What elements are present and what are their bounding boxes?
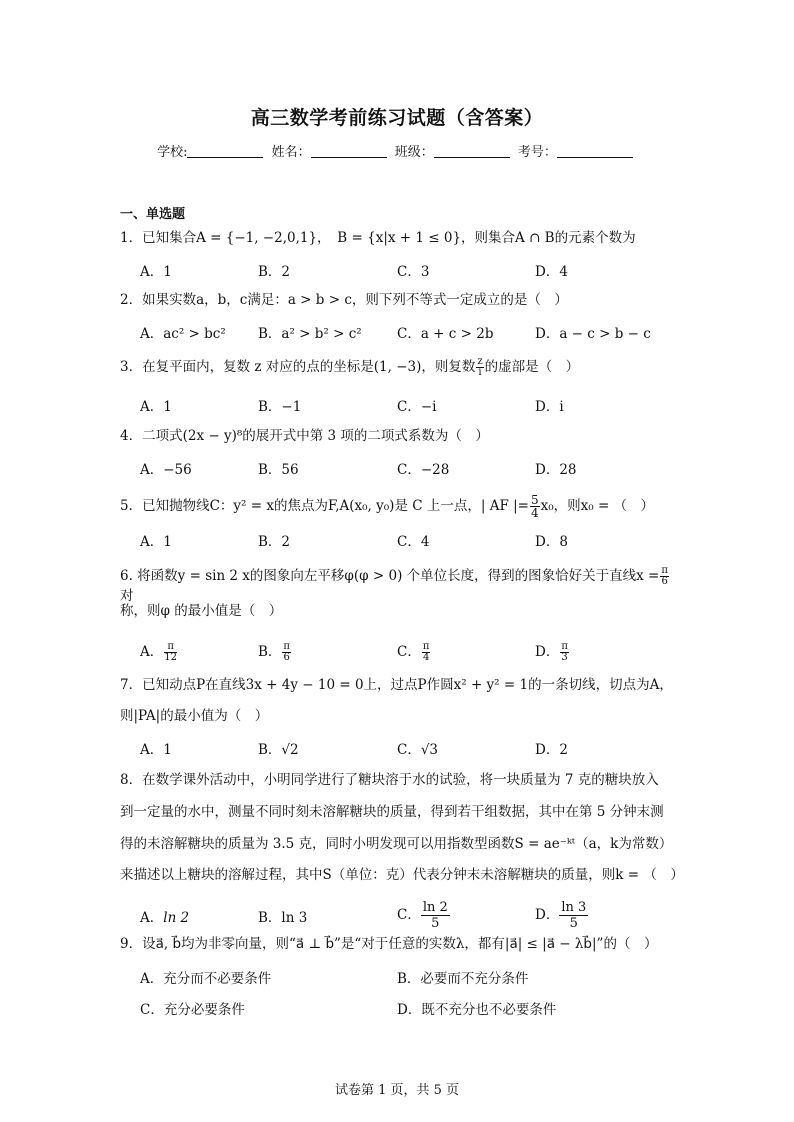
option-c[interactable]: C． $\frac{\ln 2}{5}$	[397, 900, 448, 931]
option-b[interactable]: B．a² > b² > c²	[258, 326, 362, 342]
question-8-line-4: 来描述以上糖块的溶解过程，其中S（单位：克）代表分钟末未溶解糖块的质量，则k = （ ）	[120, 867, 684, 883]
question-7-line-2: 则|PA|的最小值为（ ）	[120, 708, 269, 724]
option-b[interactable]: B．56	[258, 462, 299, 478]
option-b[interactable]: B． $\frac{\pi}{6}$	[258, 641, 290, 663]
option-a[interactable]: A．−56	[140, 462, 192, 478]
option-b[interactable]: B．ln 3	[258, 910, 308, 926]
option-d[interactable]: D．4	[535, 264, 568, 280]
question-2-options	[140, 322, 700, 340]
option-c[interactable]: C．充分必要条件	[140, 1002, 245, 1018]
option-d[interactable]: D． $\frac{\pi}{3}$	[535, 641, 568, 663]
option-b[interactable]: B．√2	[258, 742, 299, 758]
question-7-options	[140, 738, 700, 756]
option-a[interactable]: A．1	[140, 534, 172, 550]
option-a[interactable]: A．ac² > bc²	[140, 326, 226, 342]
name-label: 姓名：	[271, 145, 311, 160]
question-8-line-3: 得的未溶解糖块的质量为 3.5 克，同时小明发现可以用指数型函数S = ae⁻ᵏᵗ（a，k为常数）	[120, 836, 673, 852]
class-label: 班级：	[394, 145, 434, 160]
fraction-5-over-4: $\frac{5}{4}$	[530, 493, 539, 520]
question-9-options-row-1	[140, 967, 700, 985]
option-b[interactable]: B．−1	[258, 399, 302, 415]
page-title: 高三数学考前练习试题（含答案）	[250, 107, 544, 129]
fraction-z-over-i: $\frac{z}{i}$	[477, 356, 483, 378]
option-a[interactable]: A．充分而不必要条件	[140, 971, 272, 987]
option-c[interactable]: C．4	[397, 534, 430, 550]
question-8-line-1: 8．在数学课外活动中，小明同学进行了糖块溶于水的试验，将一块质量为 7 克的糖块放入	[120, 772, 659, 788]
option-a[interactable]: A．1	[140, 399, 172, 415]
question-3-options	[140, 395, 700, 413]
option-d[interactable]: D．i	[535, 399, 564, 415]
option-d[interactable]: D．既不充分也不必要条件	[397, 1002, 557, 1018]
option-c[interactable]: C．a + c > 2b	[397, 326, 494, 342]
option-a[interactable]: A．1	[140, 264, 172, 280]
question-2: 2．如果实数a，b，c满足：a > b > c，则下列不等式一定成立的是（ ）	[120, 292, 568, 308]
option-a[interactable]: A． $\frac{\pi}{12}$	[140, 641, 177, 663]
question-6-line-2: 称，则φ 的最小值是（ ）	[120, 603, 283, 619]
fraction-pi-over-6: $\frac{\pi}{6}$	[661, 565, 668, 587]
question-1: 1．已知集合A = {−1, −2,0,1}， B = {x|x + 1 ≤ 0}，则集合A ∩ B的元素个数为	[120, 230, 636, 246]
option-d[interactable]: D．8	[535, 534, 568, 550]
exam-number-label: 考号：	[517, 145, 557, 160]
question-9: 9．设a⃗, b⃗均为非零向量，则“a⃗ ⊥ b⃗”是“对于任意的实数λ，都有|a⃗| ≤ |a⃗ − λb⃗|”的（ ）	[120, 936, 658, 952]
option-d[interactable]: D． $\frac{\ln 3}{5}$	[535, 900, 587, 931]
option-b[interactable]: B．2	[258, 264, 291, 280]
option-b[interactable]: B．必要而不充分条件	[397, 971, 529, 987]
question-5: 5．已知抛物线C：y² = x的焦点为F,A(x₀, y₀)是 C 上一点，| AF |= $\frac{5}{4}$ x₀，则x₀ = （ ）	[120, 493, 655, 520]
option-c[interactable]: C．−i	[397, 399, 437, 415]
option-a[interactable]: A．ln 2	[140, 910, 190, 926]
option-c[interactable]: C．3	[397, 264, 430, 280]
exam-number-blank[interactable]	[557, 145, 633, 158]
question-4-options	[140, 458, 700, 476]
option-a[interactable]: A．1	[140, 742, 172, 758]
option-c[interactable]: C．√3	[397, 742, 439, 758]
option-d[interactable]: D．2	[535, 742, 568, 758]
question-1-options	[140, 260, 700, 278]
question-4: 4．二项式(2x − y)⁸的展开式中第 3 项的二项式系数为（ ）	[120, 428, 489, 444]
question-6-line-1: 6. 将函数y = sin 2 x的图象向左平移φ(φ > 0) 个单位长度，得到的图象恰好关于直线x = $\frac{\pi}{6}$ 对	[120, 565, 668, 604]
student-info-line	[0, 141, 794, 160]
section-title: 一、单选题	[120, 207, 186, 222]
option-c[interactable]: C． $\frac{\pi}{4}$	[397, 641, 430, 663]
option-b[interactable]: B．2	[258, 534, 291, 550]
page-footer: 试卷第 1 页，共 5 页	[334, 1083, 460, 1098]
option-d[interactable]: D．a − c > b − c	[535, 326, 651, 342]
option-c[interactable]: C．−28	[397, 462, 450, 478]
option-d[interactable]: D．28	[535, 462, 577, 478]
question-8-options	[140, 900, 700, 936]
question-5-options	[140, 530, 700, 548]
question-9-options-row-2	[140, 998, 700, 1016]
question-6-options	[140, 640, 700, 663]
class-blank[interactable]	[434, 145, 510, 158]
question-8-line-2: 到一定量的水中，测量不同时刻未溶解糖块的质量，得到若干组数据，其中在第 5 分钟末测	[120, 804, 664, 820]
name-blank[interactable]	[311, 145, 387, 158]
question-3: 3．在复平面内，复数 z 对应的点的坐标是(1, −3)，则复数 $\frac{z}{i}$ 的虚部是（ ）	[120, 356, 580, 378]
school-blank[interactable]	[187, 145, 263, 158]
school-label: 学校:	[157, 145, 188, 160]
question-7-line-1: 7．已知动点P在直线3x + 4y − 10 = 0上，过点P作圆x² + y² = 1的一条切线，切点为A，	[120, 677, 673, 693]
